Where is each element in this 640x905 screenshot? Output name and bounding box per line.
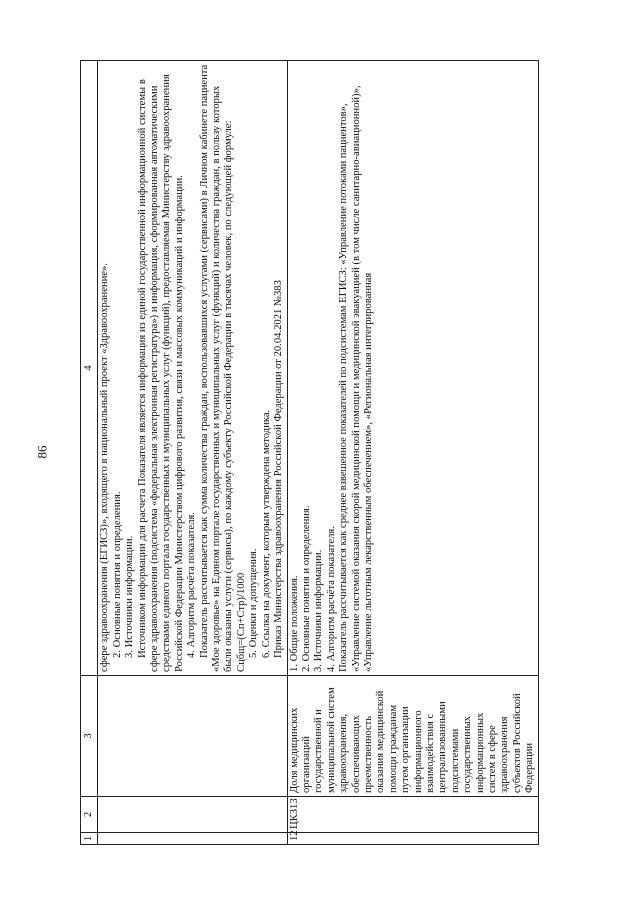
text-line: 3. Источники информации. <box>124 535 136 658</box>
text-line: Показатель рассчитывается как среднее взвешенное показателей по подсистемам ЕГИСЗ: «Управление потоками пациентов», «Управление системой оказания скорой медицинской помощи и медицинской эвакуацией (в том числе санитарно-авиационной)», «Управление льготным лекарственным обеспечением», «Региональная интегрированная <box>338 85 374 672</box>
indicator-code: ЦКЗ13 <box>287 797 538 833</box>
text-line: Приказ Министерства здравоохранения Российской Федерации от 20.04.2021 №383 <box>273 280 285 658</box>
header-row <box>81 61 98 845</box>
text-line: сфере здравоохранения (ЕГИСЗ)», входящего в национальный проект «Здравоохранение». <box>99 263 111 672</box>
formula: Сцбщ=(Сп+Стр)/1000 <box>235 572 247 672</box>
cell-name <box>98 676 287 797</box>
text-line: Показатель рассчитывается как сумма количества граждан, воспользовавшихся услугами (сервисами) в Личном кабинете пациента «Мое здоровье» на Едином портале государственных и муниципальных услуг (функций) и количества граждан, в пользу которых были оказаны услуги (сервисы), по каждому субъекту Российской Федерации в тысячах человек, по следующей формуле: <box>198 64 235 672</box>
header-col-1: 1 <box>81 833 98 845</box>
indicator-name: Доля медицинских организаций государственной и муниципальной систем здравоохранения, обеспечивающих преемственность оказания медицинской помощи гражданам путем организации информационного взаимодействия с централизованными подсистемами государственных информационных систем в сфере здравоохранения субъектов Российской Федерации <box>287 676 538 797</box>
cell-methodology <box>287 61 538 676</box>
text-line: 1. Общие положения. <box>288 575 300 672</box>
text-line: 2. Основные понятия и определения. <box>111 491 123 658</box>
text-line: 5. Оценки и допущения. <box>248 548 260 658</box>
cell-code <box>98 797 287 833</box>
text-line: Источником информации для расчета Показателя является информация из единой государственной информационной системы в сфере здравоохранения (подсистема «федеральная электронная регистратура») и информация, сформированная автоматическими средствами единого портала государственных и муниципальных услуг (функций), предоставляемая Министерству здравоохранения Российской Федерации Министерством цифрового развития, связи и массовых коммуникаций и информации. <box>136 74 185 672</box>
header-col-4: 4 <box>81 61 98 676</box>
row-number: 12 <box>287 833 538 845</box>
table-row-12 <box>287 61 538 845</box>
text-line: 4. Алгоритм расчёта показателя. <box>325 526 337 672</box>
text-line: 6. Ссылка на документ, которым утверждена методика. <box>260 409 272 658</box>
page-number: 86 <box>34 445 50 459</box>
indicator-table <box>80 60 539 845</box>
header-col-3: 3 <box>81 676 98 797</box>
rotated-table-container <box>80 60 600 845</box>
header-col-2: 2 <box>81 797 98 833</box>
table-row-continued <box>98 61 287 845</box>
text-line: 2. Основные понятия и определения. <box>300 505 312 672</box>
text-line: 4. Алгоритм расчёта показателя. <box>186 512 198 658</box>
text-line: 3. Источники информации. <box>313 549 325 672</box>
cell-num <box>98 833 287 845</box>
cell-methodology <box>98 61 287 676</box>
